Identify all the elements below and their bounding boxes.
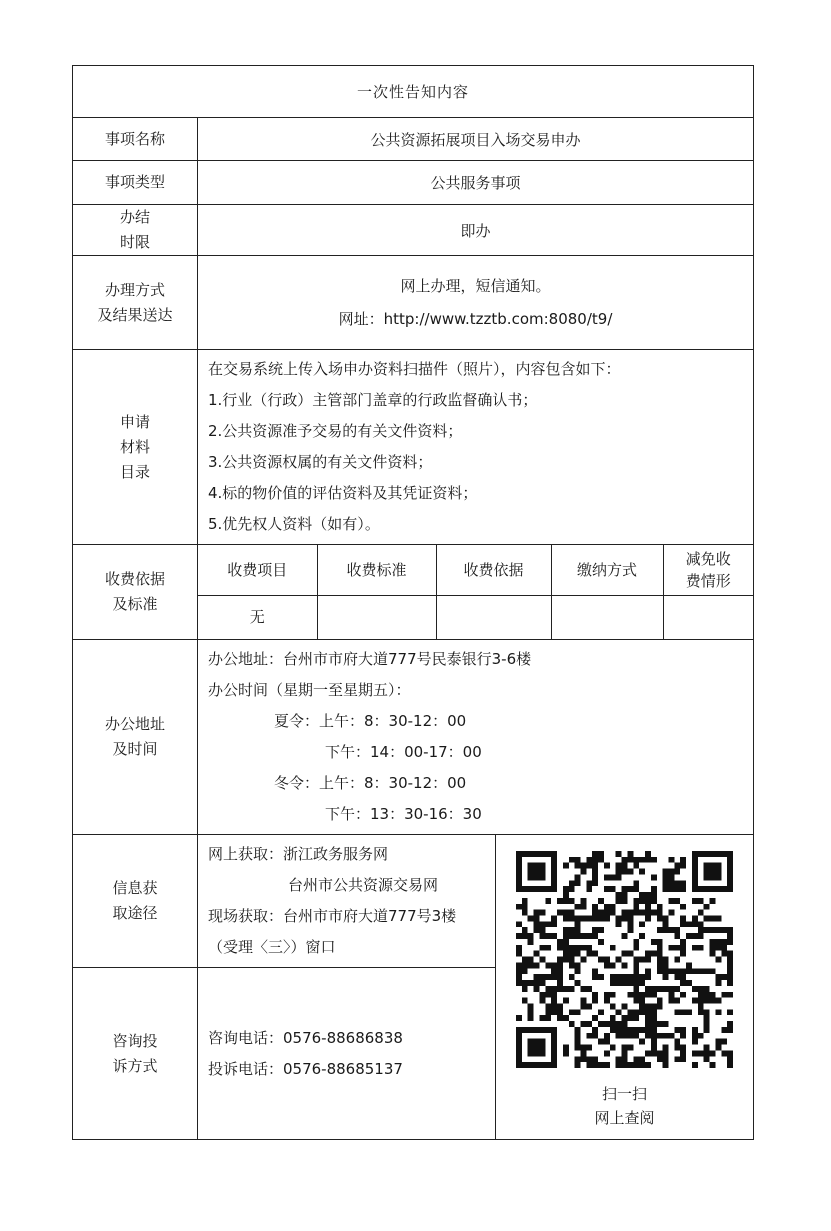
qr-caption: 扫一扫 [601, 1085, 647, 1103]
fees-value [317, 595, 436, 639]
label-materials: 申请 材料 目录 [73, 350, 198, 545]
info-online: 网上获取：浙江政务服务网 [208, 845, 389, 863]
list-item: 2.公共资源准予交易的有关文件资料； [208, 422, 463, 440]
value-item-type: 公共服务事项 [198, 161, 754, 205]
page-title: 一次性告知内容 [73, 66, 754, 118]
fees-value-row [198, 595, 753, 639]
info-onsite: 现场获取：台州市市府大道777号3楼 [208, 907, 457, 925]
complaint-phone: 投诉电话：0576-88685137 [208, 1059, 403, 1078]
fees-value [551, 595, 663, 639]
summer-pm: 下午：14：00-17：00 [325, 743, 482, 761]
website-link[interactable]: http://www.tzztb.com:8080/t9/ [383, 309, 613, 328]
office-hours-title: 办公时间（星期一至星期五）： [208, 681, 411, 699]
fees-cell [198, 545, 754, 640]
list-item: 1.行业（行政）主管部门盖章的行政监督确认书； [208, 391, 538, 409]
row-method [73, 256, 754, 350]
row-info [73, 835, 754, 968]
website-label: 网址： [338, 309, 384, 328]
list-item: 5.优先权人资料（如有）。 [208, 515, 380, 533]
label-method: 办理方式 及结果送达 [73, 256, 198, 350]
label-office: 办公地址 及时间 [73, 640, 198, 835]
value-method [198, 256, 754, 350]
fees-value [436, 595, 551, 639]
list-item: 3.公共资源权属的有关文件资料； [208, 453, 433, 471]
qr-caption-2: 网上查阅 [594, 1109, 655, 1127]
consult-phone: 咨询电话：0576-88686838 [208, 1028, 403, 1047]
row-item-name [73, 118, 754, 161]
label-fees: 收费依据 及标准 [73, 545, 198, 640]
materials-intro: 在交易系统上传入场申办资料扫描件（照片），内容包含如下： [208, 360, 621, 378]
label-time-limit: 办结 时限 [73, 205, 198, 256]
qr-pattern [516, 851, 733, 1068]
fees-header-row [198, 545, 753, 595]
row-item-type [73, 161, 754, 205]
value-item-name: 公共资源拓展项目入场交易申办 [198, 118, 754, 161]
qr-cell [496, 835, 754, 1140]
fees-header: 缴纳方式 [551, 545, 663, 595]
office-info [198, 640, 754, 835]
fees-header: 收费依据 [436, 545, 551, 595]
info-text [198, 835, 496, 968]
materials-list [198, 350, 754, 545]
label-item-name: 事项名称 [73, 118, 198, 161]
label-info: 信息获 取途径 [73, 835, 198, 968]
fees-header: 收费项目 [198, 545, 317, 595]
winter-pm: 下午：13：30-16：30 [325, 805, 482, 823]
fees-value [663, 595, 753, 639]
row-materials [73, 350, 754, 545]
notice-table [72, 65, 754, 1140]
list-item: 4.标的物价值的评估资料及其凭证资料； [208, 484, 478, 502]
method-text: 网上办理，短信通知。 [400, 276, 551, 295]
summer-am: 夏令：上午：8：30-12：00 [274, 712, 467, 730]
fees-value: 无 [198, 595, 317, 639]
notice-document [72, 65, 753, 1140]
winter-am: 冬令：上午：8：30-12：00 [274, 774, 467, 792]
fees-header: 收费标准 [317, 545, 436, 595]
fees-header: 减免收 费情形 [663, 545, 753, 595]
consult-text [198, 968, 496, 1140]
row-time-limit [73, 205, 754, 256]
label-item-type: 事项类型 [73, 161, 198, 205]
office-address: 办公地址：台州市市府大道777号民泰银行3-6楼 [208, 650, 532, 668]
label-consult: 咨询投 诉方式 [73, 968, 198, 1140]
row-office [73, 640, 754, 835]
value-time-limit: 即办 [198, 205, 754, 256]
info-onsite-2: （受理〈三〉）窗口 [208, 938, 336, 956]
qr-code[interactable] [516, 851, 733, 1068]
fees-table [198, 545, 753, 639]
row-fees [73, 545, 754, 640]
info-online-2: 台州市公共资源交易网 [288, 876, 439, 894]
